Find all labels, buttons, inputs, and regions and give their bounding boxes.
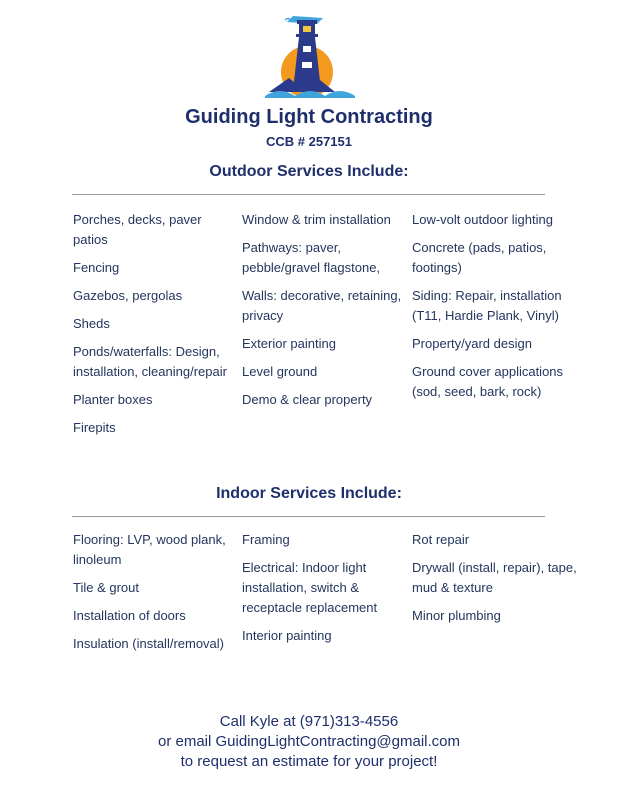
service-item: Low-volt outdoor lighting	[412, 212, 553, 227]
service-item: Pathways: paver, pebble/gravel flagstone,	[242, 240, 381, 275]
ccb-number: CCB # 257151	[266, 134, 352, 149]
company-name: Guiding Light Contracting	[185, 106, 433, 128]
service-item: Electrical: Indoor light installation, switch & receptacle replacement	[242, 560, 378, 615]
service-item: Gazebos, pergolas	[73, 288, 183, 303]
indoor-column-3	[412, 530, 577, 634]
outdoor-column-1	[73, 210, 238, 446]
indoor-heading: Indoor Services Include:	[216, 485, 402, 502]
service-item: Level ground	[242, 364, 318, 379]
service-item: Sheds	[73, 316, 110, 331]
service-item: Interior painting	[242, 628, 332, 643]
outdoor-column-2	[242, 210, 407, 418]
service-item: Siding: Repair, installation (T11, Hardie Plank, Vinyl)	[412, 288, 562, 323]
service-item: Demo & clear property	[242, 392, 373, 407]
contact-email: or email GuidingLightContracting@gmail.com	[157, 733, 461, 750]
service-item: Minor plumbing	[412, 608, 501, 623]
service-item: Insulation (install/removal)	[73, 636, 225, 651]
service-item: Firepits	[73, 420, 116, 435]
service-item: Planter boxes	[73, 392, 153, 407]
outdoor-heading: Outdoor Services Include:	[209, 163, 409, 180]
indoor-column-1	[73, 530, 238, 662]
service-item: Ground cover applications (sod, seed, bark, rock)	[412, 364, 564, 399]
lighthouse-icon	[265, 12, 355, 98]
service-item: Walls: decorative, retaining, privacy	[242, 288, 402, 323]
service-item: Installation of doors	[73, 608, 186, 623]
service-item: Flooring: LVP, wood plank, linoleum	[73, 532, 226, 567]
service-item: Tile & grout	[73, 580, 139, 595]
contact-cta: to request an estimate for your project!	[180, 753, 438, 770]
outdoor-column-3	[412, 210, 577, 410]
contact-block	[0, 712, 618, 772]
service-item: Ponds/waterfalls: Design, installation, cleaning/repair	[73, 344, 227, 379]
service-item: Framing	[242, 532, 290, 547]
contact-phone: Call Kyle at (971)313-4556	[219, 713, 399, 730]
indoor-divider	[72, 516, 545, 517]
service-item: Property/yard design	[412, 336, 532, 351]
outdoor-divider	[72, 194, 545, 195]
service-item: Porches, decks, paver patios	[73, 212, 202, 247]
service-item: Concrete (pads, patios, footings)	[412, 240, 547, 275]
service-item: Fencing	[73, 260, 120, 275]
service-item: Rot repair	[412, 532, 470, 547]
service-item: Drywall (install, repair), tape, mud & texture	[412, 560, 577, 595]
service-item: Window & trim installation	[242, 212, 391, 227]
indoor-column-2	[242, 530, 407, 654]
service-item: Exterior painting	[242, 336, 336, 351]
